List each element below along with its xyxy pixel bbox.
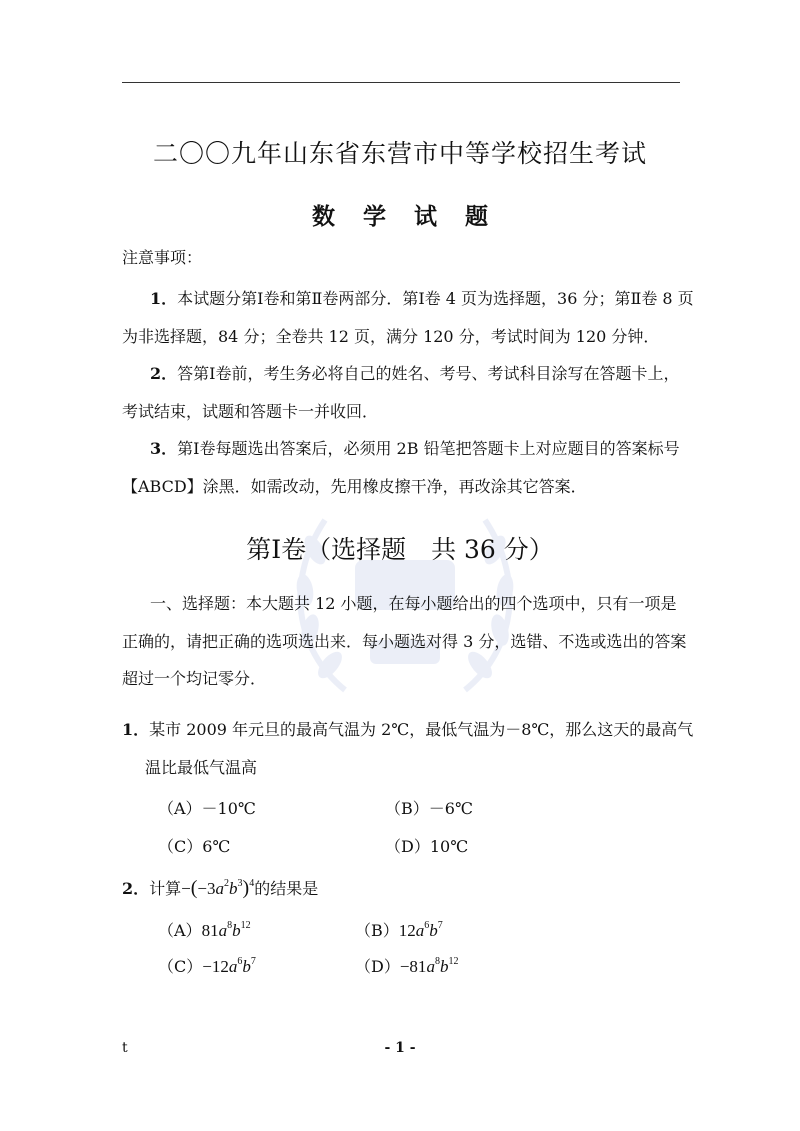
coefficient: −12 [202, 957, 229, 976]
question-2-option-d [355, 954, 458, 977]
question-1-option-d: （D）10℃ [385, 837, 469, 856]
coefficient: 12 [398, 921, 416, 940]
option-label: （C） [158, 957, 203, 976]
option-label: （A） [158, 921, 202, 940]
variable-b: b [232, 921, 241, 940]
exam-title: 二〇〇九年山东省东营市中等学校招生考试 [152, 139, 647, 168]
section-intro-line1: 一、选择题：本大题共 12 小题，在每小题给出的四个选项中，只有一项是 [150, 594, 677, 613]
variable-a: a [426, 957, 435, 976]
option-expression [400, 957, 459, 976]
option-label: （B） [355, 921, 399, 940]
option-expression [202, 957, 256, 976]
option-expression [399, 921, 443, 940]
outer-exponent: 4 [249, 878, 255, 889]
notice-item-3-line1 [150, 439, 680, 459]
variable-a: a [215, 879, 225, 898]
variable-b: b [429, 921, 438, 940]
exponent: 7 [250, 956, 256, 967]
question-1-option-b: （B）－6℃ [385, 799, 473, 818]
page-number: - 1 - [384, 1040, 416, 1056]
coefficient: 81 [201, 921, 219, 940]
section-title: 第Ⅰ卷（选择题 共 36 分） [246, 535, 554, 564]
header-rule [122, 82, 680, 83]
option-expression [202, 921, 251, 940]
variable-b: b [229, 879, 238, 898]
notice-item-text: 第Ⅰ卷每题选出答案后，必须用 2B 铅笔把答题卡上对应题目的答案标号 [177, 439, 680, 458]
notice-item-text: 答第Ⅰ卷前，考生务必将自己的姓名、考号、考试科目涂写在答题卡上， [177, 364, 680, 383]
notice-item-number: 3． [150, 439, 178, 458]
question-2-stem [122, 878, 318, 899]
question-number: 2． [122, 879, 150, 898]
question-stem-suffix: 的结果是 [254, 879, 319, 898]
exponent: 8 [434, 956, 440, 967]
question-1-stem-line2: 温比最低气温高 [145, 758, 258, 777]
variable-b: b [242, 957, 251, 976]
exponent: 12 [448, 956, 459, 967]
notice-heading: 注意事项： [122, 248, 203, 267]
question-1-option-a: （A）－10℃ [158, 799, 256, 818]
question-stem: 某市 2009 年元旦的最高气温为 2℃，最低气温为－8℃，那么这天的最高气 [149, 720, 694, 739]
exponent: 8 [227, 920, 233, 931]
question-1-option-c: （C）6℃ [158, 837, 231, 856]
notice-item-1-line1 [150, 289, 694, 309]
notice-item-text: 本试题分第Ⅰ卷和第Ⅱ卷两部分．第Ⅰ卷 4 页为选择题，36 分；第Ⅱ卷 8 页 [177, 289, 694, 308]
exponent: 12 [240, 920, 251, 931]
close-paren: ) [242, 877, 250, 899]
exponent: 2 [224, 878, 230, 889]
subject-title: 数 学 试 题 [311, 203, 499, 230]
variable-b: b [439, 957, 449, 976]
section-intro-line3: 超过一个均记零分． [122, 669, 267, 688]
notice-item-1-line2: 为非选择题，84 分；全卷共 12 页，满分 120 分，考试时间为 120 分钟． [122, 327, 660, 346]
variable-a: a [228, 957, 238, 976]
exponent: 6 [424, 920, 430, 931]
coefficient: −81 [399, 957, 427, 976]
notice-item-2-line1 [150, 364, 679, 384]
question-number: 1． [122, 720, 150, 739]
footer-mark: t [122, 1040, 128, 1056]
question-1-stem-line1 [122, 720, 693, 740]
question-2-option-a [158, 918, 251, 941]
question-2-option-b [355, 918, 443, 941]
exponent: 6 [237, 956, 243, 967]
coefficient: −3 [197, 879, 216, 898]
question-stem-prefix: 计算 [149, 879, 182, 898]
exponent: 3 [237, 878, 243, 889]
option-label: （D） [355, 957, 400, 976]
notice-item-3-line2: 【ABCD】涂黑．如需改动，先用橡皮擦干净，再改涂其它答案． [122, 477, 587, 496]
section-intro-line2: 正确的，请把正确的选项选出来．每小题选对得 3 分，选错、不选或选出的答案 [122, 632, 687, 651]
question-2-option-c [158, 954, 256, 977]
exponent: 7 [437, 920, 443, 931]
notice-item-2-line2: 考试结束，试题和答题卡一并收回． [122, 402, 379, 421]
negative-sign: − [181, 879, 191, 898]
variable-a: a [218, 921, 228, 940]
notice-item-number: 1． [150, 289, 178, 308]
open-paren: ( [190, 877, 198, 899]
question-2-expression [181, 879, 254, 898]
notice-item-number: 2． [150, 364, 178, 383]
variable-a: a [415, 921, 425, 940]
